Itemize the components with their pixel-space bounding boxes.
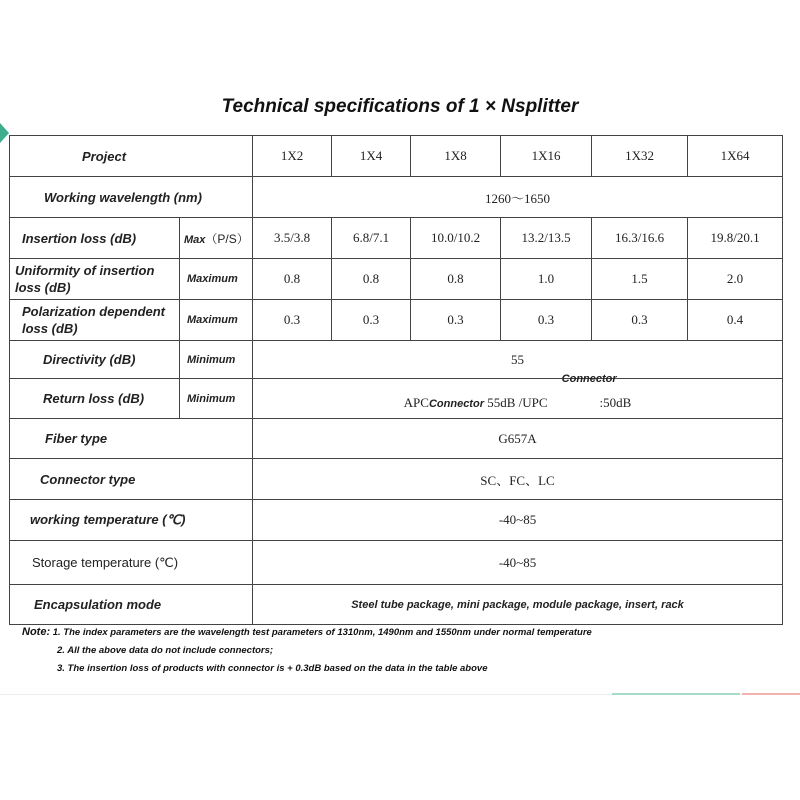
insertion-loss-value: 10.0/10.2 — [411, 218, 501, 259]
directivity-label: Directivity (dB) — [10, 341, 180, 379]
working-temperature-label: working temperature (℃) — [10, 500, 253, 541]
polarization-value: 0.3 — [592, 300, 688, 341]
polarization-label: Polarization dependent loss (dB) — [10, 300, 180, 341]
insertion-loss-value: 6.8/7.1 — [332, 218, 411, 259]
note-item: 3. The insertion loss of products with connector is + 0.3dB based on the data in the table above — [57, 663, 488, 674]
column-header: 1X4 — [332, 136, 411, 177]
insertion-loss-condition: Max（P/S） — [180, 218, 253, 259]
spec-table — [9, 135, 783, 625]
column-header: 1X64 — [688, 136, 783, 177]
notes-label: Note: — [22, 626, 51, 638]
wavelength-value: 1260～1650 — [253, 177, 783, 218]
directivity-row — [10, 341, 783, 379]
insertion-loss-label: Insertion loss (dB) — [10, 218, 180, 259]
encapsulation-label: Encapsulation mode — [10, 585, 253, 625]
uniformity-label: Uniformity of insertion loss (dB) — [10, 259, 180, 300]
polarization-value: 0.3 — [501, 300, 592, 341]
connector-type-value: SC、FC、LC — [253, 459, 783, 500]
column-header: 1X8 — [411, 136, 501, 177]
uniformity-row — [10, 259, 783, 300]
insertion-loss-value: 3.5/3.8 — [253, 218, 332, 259]
working-temperature-row — [10, 500, 783, 541]
uniformity-value: 0.8 — [411, 259, 501, 300]
column-header: 1X32 — [592, 136, 688, 177]
wavelength-row — [10, 177, 783, 218]
encapsulation-row — [10, 585, 783, 625]
working-temperature-value: -40~85 — [253, 500, 783, 541]
storage-temperature-label: Storage temperature (℃) — [10, 541, 253, 585]
return-loss-upc-value: :50dB — [599, 394, 632, 410]
connector-type-row — [10, 459, 783, 500]
project-label: Project — [10, 136, 253, 177]
uniformity-condition: Maximum — [180, 259, 253, 300]
fiber-type-row — [10, 419, 783, 459]
note-item: 1. The index parameters are the wavelength test parameters of 1310nm, 1490nm and 1550nm under normal temperature — [52, 627, 592, 638]
insertion-loss-value: 19.8/20.1 — [688, 218, 783, 259]
uniformity-value: 0.8 — [332, 259, 411, 300]
encapsulation-value: Steel tube package, mini package, module package, insert, rack — [253, 585, 783, 625]
polarization-value: 0.3 — [253, 300, 332, 341]
storage-temperature-row — [10, 541, 783, 585]
wavelength-label: Working wavelength (nm) — [10, 177, 253, 218]
accent-bar-green — [612, 693, 740, 695]
insertion-loss-value: 16.3/16.6 — [592, 218, 688, 259]
polarization-value: 0.4 — [688, 300, 783, 341]
polarization-condition: Maximum — [180, 300, 253, 341]
notes — [22, 623, 782, 678]
note-item: 2. All the above data do not include connectors; — [57, 645, 274, 656]
accent-bar-pink — [742, 693, 800, 695]
return-loss-label: Return loss (dB) — [10, 379, 180, 419]
return-loss-connector-upper: Connector — [561, 372, 617, 385]
uniformity-value: 2.0 — [688, 259, 783, 300]
return-loss-connector: Connector — [428, 397, 484, 410]
return-loss-value — [253, 372, 783, 419]
uniformity-value: 1.0 — [501, 259, 592, 300]
return-loss-upc: /UPC — [518, 394, 548, 410]
polarization-value: 0.3 — [332, 300, 411, 341]
page-title: Technical specifications of 1 × Nsplitter — [221, 96, 579, 117]
polarization-value: 0.3 — [411, 300, 501, 341]
header-row — [10, 136, 783, 177]
return-loss-apc-value: 55dB — [487, 394, 516, 410]
return-loss-apc: APC — [403, 394, 429, 410]
directivity-value: 55 — [253, 341, 783, 379]
return-loss-condition: Minimum — [180, 379, 253, 419]
column-header: 1X16 — [501, 136, 592, 177]
storage-temperature-value: -40~85 — [253, 541, 783, 585]
column-header: 1X2 — [253, 136, 332, 177]
connector-type-label: Connector type — [10, 459, 253, 500]
directivity-condition: Minimum — [180, 341, 253, 379]
polarization-row — [10, 300, 783, 341]
insertion-loss-value: 13.2/13.5 — [501, 218, 592, 259]
return-loss-row — [10, 379, 783, 419]
uniformity-value: 0.8 — [253, 259, 332, 300]
insertion-loss-row — [10, 218, 783, 259]
fiber-type-label: Fiber type — [10, 419, 253, 459]
uniformity-value: 1.5 — [592, 259, 688, 300]
corner-marker — [0, 123, 9, 143]
fiber-type-value: G657A — [253, 419, 783, 459]
